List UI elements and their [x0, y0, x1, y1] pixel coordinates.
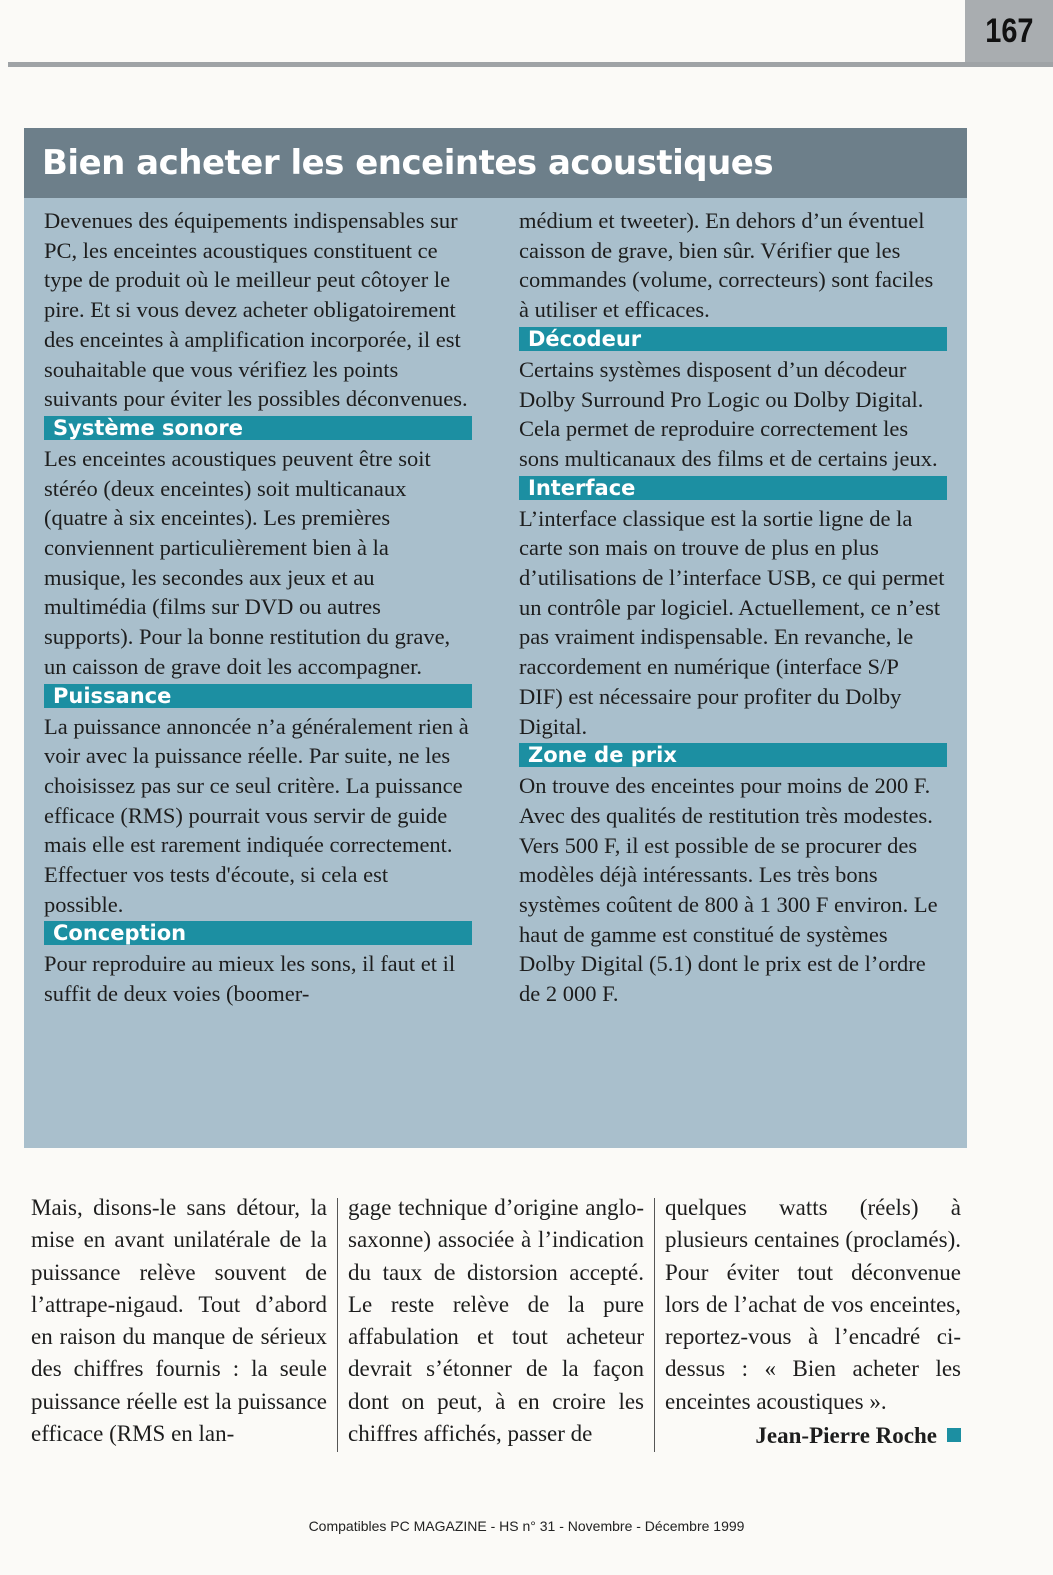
article-text: gage technique d’origine anglo-saxonne) associée à l’indication du taux de distorsion accepté. Le reste relève de la pure affabulation et tout acheteur devrait s’étonner de la façon dont on peut, à en croire les chiffres affichés, passer de — [348, 1195, 644, 1447]
box-title: Bien acheter les enceintes acoustiques — [42, 143, 774, 183]
author-name: Jean-Pierre Roche — [755, 1423, 937, 1449]
article-column-2 — [348, 1192, 644, 1452]
article-column-1 — [31, 1192, 327, 1452]
box-columns — [44, 206, 947, 1009]
article-text: Mais, disons-le sans détour, la mise en avant unilatérale de la puissance relève souvent de l’attrape-nigaud. Tout d’abord en raison du manque de sérieux des chiffres fournis : la seule puissance réelle est la puissance efficace (RMS en lan- — [31, 1195, 327, 1447]
box-column-right — [519, 206, 947, 1009]
header-rule — [8, 62, 1053, 67]
section-heading: Décodeur — [519, 327, 947, 351]
section-text-continued: médium et tweeter). En dehors d’un éventuel caisson de grave, bien sûr. Vérifier que les commandes (volume, correcteurs) sont faciles à utiliser et efficaces. — [519, 208, 934, 323]
section-text: L’interface classique est la sortie ligne de la carte son mais on trouve de plus en plus d’utilisations de l’interface USB, ce qui permet un contrôle par logiciel. Actuellement, ce n’est pas vraiment indispensable. En revanche, le raccordement en numérique (interface S/P DIF) est nécessaire pour profiter du Dolby Digital. — [519, 505, 945, 739]
box-intro: Devenues des équipements indispensables sur PC, les enceintes acoustiques constituent ce type de produit où le meilleur peut côtoyer le pire. Et si vous devez acheter obligatoirement des enceintes à amplification incorporée, il est souhaitable que vous vérifiez les points suivants pour éviter les possibles déconvenues. — [44, 208, 468, 412]
section-heading: Système sonore — [44, 416, 472, 440]
author-line — [665, 1420, 961, 1452]
section-text: On trouve des enceintes pour moins de 200 F. Avec des qualités de restitution très modestes. Vers 500 F, il est possible de se procurer des modèles déjà intéressants. Les très bons systèmes coûtent de 800 à 1 300 F environ. Le haut de gamme est constitué de systèmes Dolby Digital (5.1) dont le prix est de l’ordre de 2 000 F. — [519, 773, 938, 1007]
article-text: quelques watts (réels) à plusieurs centaines (proclamés). Pour éviter tout déconvenue lors de l’achat de vos enceintes, reportez-vous à l’encadré ci-dessus : « Bien acheter les enceintes acoustiques ». — [665, 1195, 961, 1414]
page-number: 167 — [984, 11, 1034, 50]
section-text: Les enceintes acoustiques peuvent être soit stéréo (deux enceintes) soit multicanaux (quatre à six enceintes). Les premières conviennent particulièrement bien à la musique, les secondes aux jeux et au multimédia (films sur DVD ou autres supports). Pour la bonne restitution du grave, un caisson de grave doit les accompagner. — [44, 445, 451, 679]
column-divider — [337, 1198, 338, 1452]
box-column-left — [44, 206, 472, 1009]
section-heading: Puissance — [44, 684, 472, 708]
section-heading: Interface — [519, 476, 947, 500]
article-column-3 — [665, 1192, 961, 1452]
section-heading: Zone de prix — [519, 743, 947, 767]
section-heading: Conception — [44, 921, 472, 945]
section-text: Certains systèmes disposent d’un décodeur Dolby Surround Pro Logic ou Dolby Digital. Cela permet de reproduire correctement les sons multicanaux des films et de certains jeux. — [519, 356, 938, 471]
page-number-box — [965, 0, 1053, 62]
section-text: La puissance annoncée n’a généralement rien à voir avec la puissance réelle. Par suite, ne les choisissez pas sur ce seul critère. La puissance efficace (RMS) pourrait vous servir de guide mais elle est rarement indiquée correctement. Effectuer vos tests d'écoute, si cela est possible. — [44, 713, 469, 917]
end-mark-icon — [947, 1428, 961, 1442]
article-body — [31, 1192, 968, 1452]
page-footer: Compatibles PC MAGAZINE - HS n° 31 - Novembre - Décembre 1999 — [308, 1518, 745, 1534]
sidebar-box — [24, 128, 967, 1148]
section-text: Pour reproduire au mieux les sons, il faut et il suffit de deux voies (boomer- — [44, 951, 456, 1007]
column-divider — [654, 1198, 655, 1452]
box-header — [24, 128, 967, 198]
